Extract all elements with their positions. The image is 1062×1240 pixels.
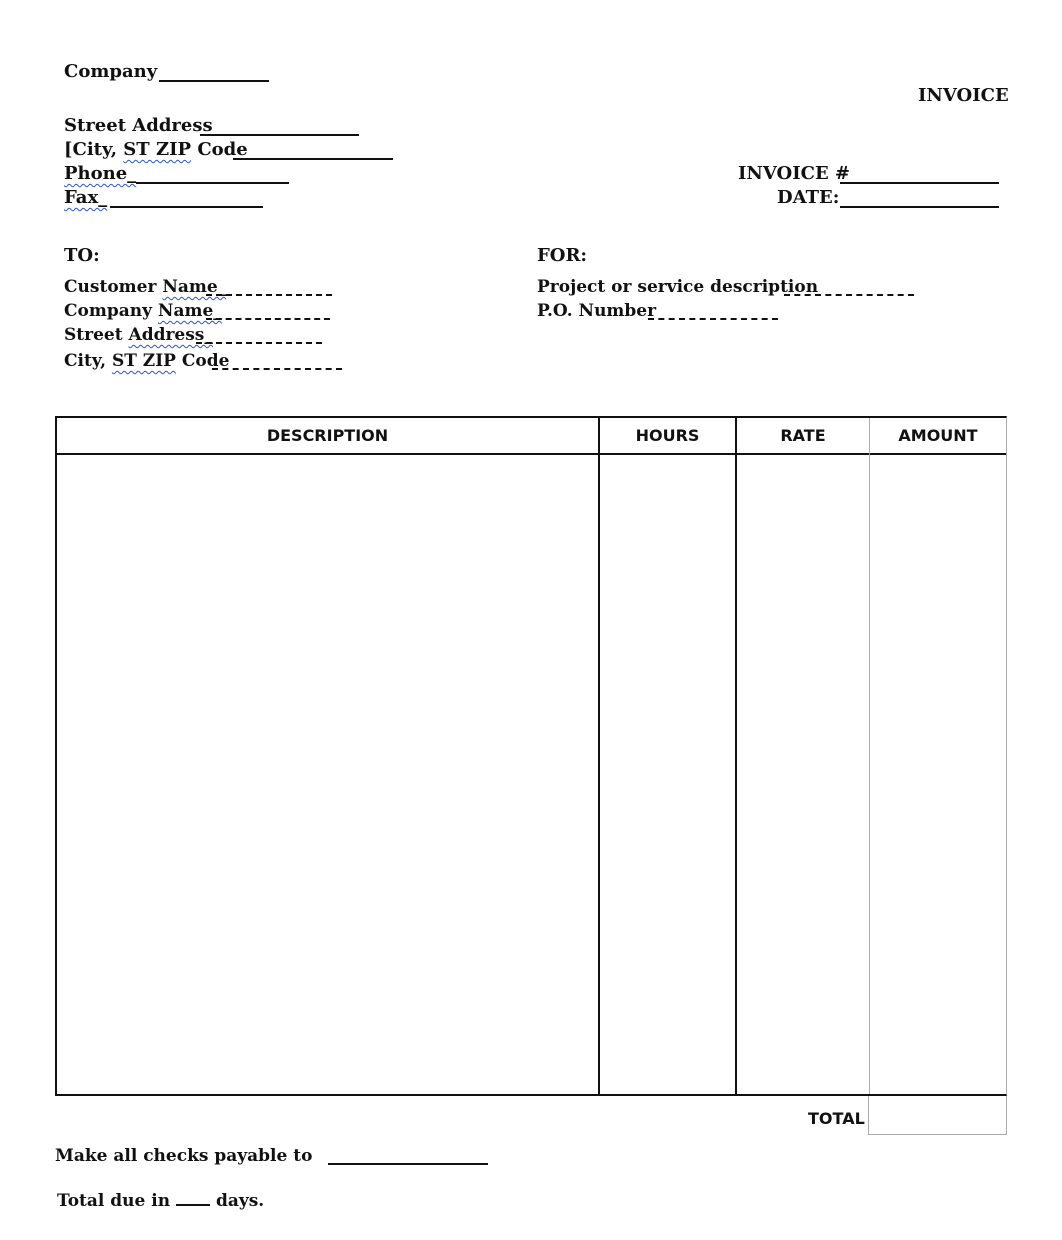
project-blank[interactable] [784, 294, 914, 296]
street-address-blank[interactable] [200, 134, 359, 136]
phone-label [64, 163, 136, 185]
city-zip-blank[interactable] [233, 158, 393, 160]
column-header-amount: AMOUNT [898, 426, 978, 445]
total-due-line [57, 1190, 264, 1212]
checks-payable-label: Make all checks payable to [55, 1146, 313, 1166]
to-code: Code [181, 351, 230, 371]
date-blank[interactable] [840, 206, 999, 208]
column-header-hours: HOURS [635, 426, 700, 445]
street-address-label: Street Address [64, 115, 213, 136]
checks-payable-blank[interactable] [328, 1163, 488, 1165]
company-label: Company [64, 61, 158, 82]
column-header-description: DESCRIPTION [266, 426, 389, 445]
to-city-blank[interactable] [212, 368, 342, 370]
street-prefix: Street [64, 325, 123, 345]
for-heading: FOR: [537, 245, 588, 266]
col-divider-rate [735, 418, 737, 1094]
date-label: DATE: [777, 187, 840, 208]
customer-prefix: Customer [64, 277, 157, 297]
invoice-number-blank[interactable] [840, 182, 999, 184]
to-city-label [64, 350, 229, 372]
po-label: P.O. Number [537, 301, 657, 321]
col-divider-hours [598, 418, 600, 1094]
fax-text: Fax_ [64, 187, 108, 208]
po-blank[interactable] [648, 318, 778, 320]
city-zip-label [64, 139, 248, 161]
company-blank[interactable] [159, 80, 269, 82]
customer-name-label [64, 276, 226, 298]
due-suffix: days. [215, 1191, 265, 1211]
line-items-table [55, 416, 1007, 1096]
project-label: Project or service description [537, 277, 819, 297]
code-text: Code [197, 139, 248, 160]
invoice-number-label: INVOICE # [738, 163, 851, 184]
customer-name-blank[interactable] [206, 294, 332, 296]
customer-name-word: Name_ [162, 277, 227, 297]
company-name-word: Name_ [157, 301, 222, 321]
to-street-label [64, 324, 213, 346]
col-divider-amount [869, 418, 870, 1094]
total-label: TOTAL [808, 1109, 865, 1128]
company-prefix: Company [64, 301, 152, 321]
company-name-blank[interactable] [206, 318, 330, 320]
phone-text: Phone_ [64, 163, 137, 184]
to-street-blank[interactable] [196, 342, 322, 344]
company-name-label [64, 300, 222, 322]
to-heading: TO: [64, 245, 100, 266]
to-st-zip: ST ZIP [111, 351, 176, 371]
total-field[interactable] [868, 1096, 1007, 1135]
column-header-rate: RATE [780, 426, 826, 445]
to-city-prefix: City, [64, 351, 107, 371]
city-prefix: [City, [64, 139, 117, 160]
phone-blank[interactable] [136, 182, 289, 184]
fax-blank[interactable] [110, 206, 263, 208]
table-header-divider [57, 453, 1006, 455]
st-zip-text: ST ZIP [123, 139, 192, 160]
due-days-blank[interactable] [176, 1190, 210, 1206]
invoice-title: INVOICE [918, 85, 1009, 106]
street-word: Address_ [128, 325, 213, 345]
due-prefix: Total due in [57, 1191, 171, 1211]
fax-label [64, 187, 107, 209]
